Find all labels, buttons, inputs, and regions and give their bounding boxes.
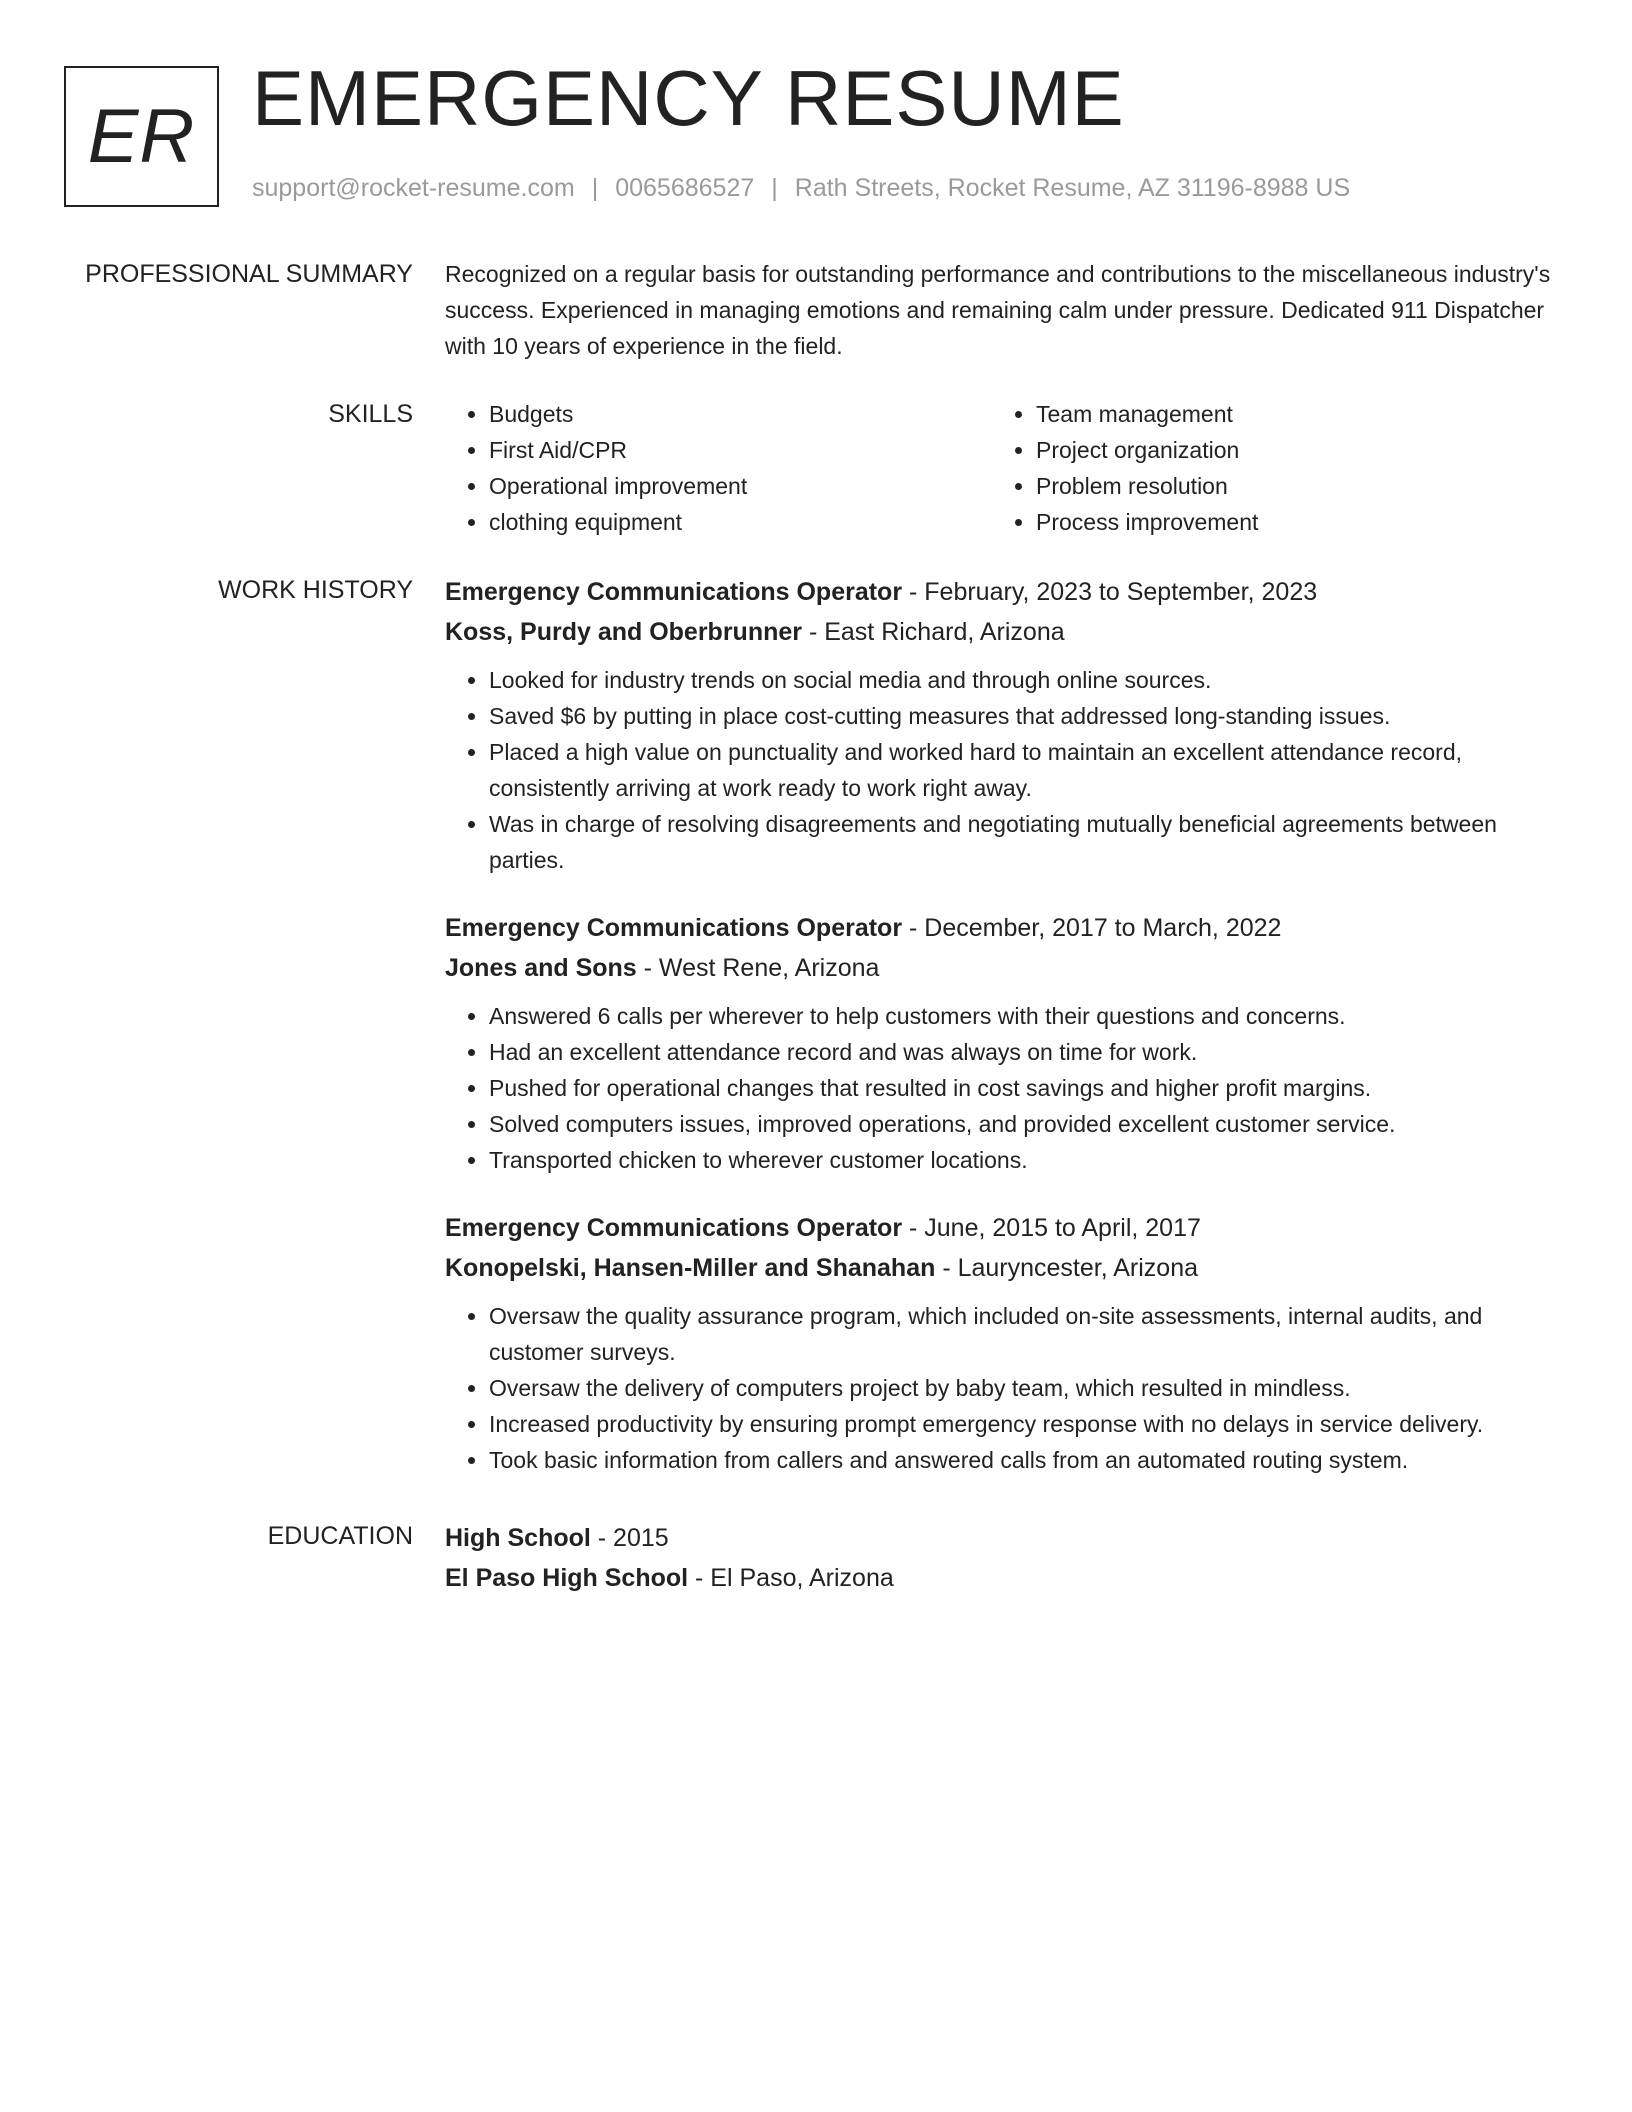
skills-body [445, 396, 1565, 540]
list-item: • Transported chicken to wherever customer locations. [489, 1142, 1565, 1178]
list-item: • Problem resolution [1036, 468, 1552, 504]
contact-separator: | [771, 174, 778, 202]
contact-line [252, 174, 1350, 203]
education-school-line [445, 1558, 1565, 1598]
job-bullets [445, 662, 1565, 878]
list-item: • Took basic information from callers and answered calls from an automated routing system. [489, 1442, 1565, 1478]
list-item: • Project organization [1036, 432, 1552, 468]
job-company: Jones and Sons [445, 954, 637, 982]
job-dates: - February, 2023 to September, 2023 [902, 578, 1318, 606]
skills-list-right [992, 396, 1552, 540]
list-item: • First Aid/CPR [489, 432, 992, 468]
section-title-education: EDUCATION [267, 1522, 413, 1550]
list-item: • Oversaw the delivery of computers project by baby team, which resulted in mindless. [489, 1370, 1565, 1406]
job-company: Konopelski, Hansen-Miller and Shanahan [445, 1254, 936, 1282]
job-role-line [445, 1208, 1565, 1248]
contact-phone[interactable]: 0065686527 [615, 174, 755, 202]
contact-address: Rath Streets, Rocket Resume, AZ 31196-8988 US [794, 174, 1351, 202]
job-bullets [445, 1298, 1565, 1478]
list-item: • Process improvement [1036, 504, 1552, 540]
education-school: El Paso High School [445, 1564, 689, 1592]
contact-email[interactable]: support@rocket-resume.com [252, 174, 575, 202]
list-item: • clothing equipment [489, 504, 992, 540]
job-company-line [445, 948, 1565, 988]
job-entry [445, 572, 1565, 878]
job-company-line [445, 612, 1565, 652]
job-dates: - December, 2017 to March, 2022 [902, 914, 1282, 942]
job-dates: - June, 2015 to April, 2017 [902, 1214, 1201, 1242]
list-item: • Increased productivity by ensuring prompt emergency response with no delays in service delivery. [489, 1406, 1565, 1442]
job-role-line [445, 572, 1565, 612]
monogram-initials: ER [87, 94, 196, 179]
list-item: • Saved $6 by putting in place cost-cutting measures that addressed long-standing issues. [489, 698, 1565, 734]
job-role: Emergency Communications Operator [445, 1214, 903, 1242]
job-entry [445, 908, 1565, 1178]
list-item: • Team management [1036, 396, 1552, 432]
list-item: • Was in charge of resolving disagreements and negotiating mutually beneficial agreements between parties. [489, 806, 1565, 878]
education-degree: High School [445, 1524, 591, 1552]
job-entry [445, 1208, 1565, 1478]
resume-name: EMERGENCY RESUME [252, 54, 1125, 142]
job-location: - West Rene, Arizona [636, 954, 880, 982]
job-location: - Lauryncester, Arizona [935, 1254, 1199, 1282]
job-location: - East Richard, Arizona [802, 618, 1065, 646]
monogram-box [64, 66, 219, 207]
job-company: Koss, Purdy and Oberbrunner [445, 618, 803, 646]
job-role: Emergency Communications Operator [445, 914, 903, 942]
list-item: • Answered 6 calls per wherever to help customers with their questions and concerns. [489, 998, 1565, 1034]
list-item: • Budgets [489, 396, 992, 432]
job-company-line [445, 1248, 1565, 1288]
list-item: • Solved computers issues, improved operations, and provided excellent customer service. [489, 1106, 1565, 1142]
job-role-line [445, 908, 1565, 948]
section-title-summary: PROFESSIONAL SUMMARY [85, 260, 413, 288]
skills-list-left [445, 396, 992, 540]
education-degree-line [445, 1518, 1565, 1558]
summary-text: Recognized on a regular basis for outstanding performance and contributions to the miscellaneous industry's success. Experienced in managing emotions and remaining calm under pressure. Dedicated 911 Dispatcher with 10 years of experience in the field. [445, 261, 1551, 359]
job-bullets [445, 998, 1565, 1178]
list-item: • Had an excellent attendance record and was always on time for work. [489, 1034, 1565, 1070]
work-body [445, 572, 1565, 1508]
education-body [445, 1518, 1565, 1598]
list-item: • Looked for industry trends on social media and through online sources. [489, 662, 1565, 698]
list-item: • Pushed for operational changes that resulted in cost savings and higher profit margins. [489, 1070, 1565, 1106]
job-role: Emergency Communications Operator [445, 578, 903, 606]
list-item: • Operational improvement [489, 468, 992, 504]
list-item: • Placed a high value on punctuality and worked hard to maintain an excellent attendance record, consistently arriving at work ready to work right away. [489, 734, 1565, 806]
education-year: - 2015 [590, 1524, 669, 1552]
list-item: • Oversaw the quality assurance program, which included on-site assessments, internal audits, and customer surveys. [489, 1298, 1565, 1370]
contact-separator: | [591, 174, 599, 202]
section-title-work: WORK HISTORY [218, 576, 413, 604]
education-location: - El Paso, Arizona [688, 1564, 894, 1592]
section-title-skills: SKILLS [328, 400, 413, 428]
